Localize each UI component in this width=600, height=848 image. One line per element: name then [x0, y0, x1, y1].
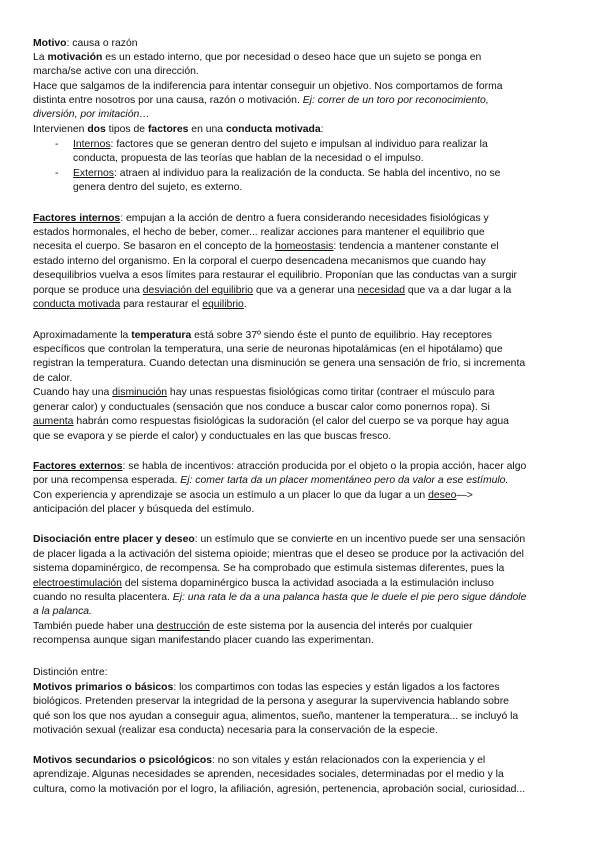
example-text: Ej: una rata le da a una palanca hasta que le duele el pie pero sigue dándole [172, 592, 527, 603]
section-heading: Motivos primarios o básicos [33, 682, 174, 693]
text: : un estímulo que se convierte en un incentivo puede ser una sensación [194, 534, 526, 545]
text: necesita el cuerpo. Se basaron en el concepto de la [33, 241, 276, 252]
text-line [33, 284, 511, 298]
text-line [33, 620, 473, 634]
text: que va a generar una [253, 285, 358, 296]
text-line: conducta, propuesta de las teorías que hablan de la necesidad o el impulso. [73, 153, 424, 164]
text-line [33, 51, 481, 65]
text: está sobre 37º siendo éste el punto de equilibrio. Hay receptores [191, 330, 492, 341]
text-line [33, 94, 489, 108]
text-line [33, 386, 494, 400]
motivos-secundarios-line [33, 754, 485, 768]
underlined-term: destrucción [156, 621, 210, 632]
disociacion-line [33, 533, 525, 547]
bold-text: temperatura [131, 330, 192, 341]
text: : empujan a la acción de dentro a fuera considerando necesidades fisiológicas y [120, 213, 489, 224]
underlined-term: disminución [112, 387, 168, 398]
text-line [33, 605, 92, 619]
text: cuando no resulta placentera. [33, 592, 173, 603]
text: distinta entre nosotros por una causa, razón o motivación. [33, 95, 303, 106]
bullet-marker: - [55, 139, 59, 150]
text-line: motivación sexual (realizar esa conducta) necesaria para la conservación de la especie. [33, 725, 438, 736]
text: para restaurar el [120, 299, 203, 310]
bullet-marker: - [55, 168, 59, 179]
text-line [33, 298, 247, 312]
text-line: que se evapora y se pierde el calor) y conductuales en las que buscas fresco. [33, 431, 392, 442]
text: : factores que se generan dentro del sujeto e impulsan al individuo para realizar la [110, 139, 488, 150]
example-text: a la palanca. [33, 606, 92, 617]
text-line: recompensa aunque sigan manifestando placer cuando las experimentan. [33, 635, 374, 646]
motivos-primarios-line [33, 681, 500, 695]
text: del sistema dopaminérgico busca la actividad asociada a la estimulación incluso [121, 578, 494, 589]
text-line: cultura, como la motivación por el logro, la afiliación, agresión, pertenencia, aprobación social, curiosidad... [33, 784, 526, 795]
text-line [33, 577, 494, 591]
text: porque se produce una [33, 285, 143, 296]
text-line [33, 240, 499, 254]
text: . [243, 299, 247, 310]
underlined-term: conducta motivada [33, 299, 121, 310]
bullet-externos [73, 167, 500, 181]
bold-text: dos [87, 124, 106, 135]
underlined-term: necesidad [357, 285, 406, 296]
text: habrán como respuestas fisiológicas la sudoración (el calor del cuerpo se va porque hay agua [73, 416, 509, 427]
bold-text: factores [147, 124, 189, 135]
underlined-term: desviación del equilibrio [142, 285, 254, 296]
text-line: sistema dopaminérgico, de recompensa. Se ha comprobado que estimula sistemas diferentes, pues la [33, 563, 505, 574]
example-text: diversión, por imitación… [33, 109, 150, 120]
text-line [33, 489, 473, 503]
text: : no son vitales y están relacionados con la experiencia y el [212, 755, 486, 766]
text: tipos de [105, 124, 148, 135]
text-line: marcha/se active con una dirección. [33, 66, 199, 77]
text: : se habla de incentivos: atracción producida por el objeto o la propia acción, hacer algo [122, 461, 527, 472]
underlined-term: deseo [428, 490, 457, 501]
text-line [33, 474, 508, 488]
text: Con experiencia y aprendizaje se asocia un estímulo a un placer lo que da lugar a un [33, 490, 429, 501]
text: hay unas respuestas fisiológicas como tiritar (contraer el músculo para [167, 387, 495, 398]
text: : tendencia a mantener constante el [333, 241, 499, 252]
underlined-term: Internos [73, 139, 111, 150]
text-line: anticipación del placer y búsqueda del estímulo. [33, 504, 255, 515]
example-text: Ej: comer tarta da un placer momentáneo pero da valor a ese estímulo. [180, 475, 509, 486]
text: : [320, 124, 324, 135]
underlined-term: homeostasis [275, 241, 334, 252]
text: por una recompensa esperada. [33, 475, 181, 486]
text: La [33, 52, 48, 63]
text: que va a dar lugar a la [405, 285, 512, 296]
text-line: de calor. [33, 373, 73, 384]
text-line [33, 329, 492, 343]
example-text: Ej: correr de un toro por reconocimiento, [302, 95, 489, 106]
text-line [33, 415, 509, 429]
text: —> [456, 490, 473, 501]
underlined-term: electroestimulación [33, 578, 122, 589]
underlined-term: Externos [73, 168, 115, 179]
text-line: estado interno del organismo. En la corporal el cuerpo desencadena mecanismos que cuando hay [33, 256, 486, 267]
text-line: Hace que salgamos de la indiferencia para intentar conseguir un objetivo. Nos comportamos de forma [33, 81, 503, 92]
text: es un estado interno, que por necesidad o deseo hace que un sujeto se ponga en [102, 52, 482, 63]
motivo-definition: : causa o razón [66, 38, 138, 49]
section-heading: Motivos secundarios o psicológicos [33, 755, 212, 766]
motivo-term: Motivo [33, 38, 67, 49]
text-line: desequilibrios vuelva a esos límites para restaurar el equilibrio. Proponían que las conductas van a surgir [33, 270, 518, 281]
motivacion-term: motivación [47, 52, 103, 63]
text-line: Distinción entre: [33, 667, 108, 678]
section-heading: Factores externos [33, 461, 123, 472]
text: Aproximadamente la [33, 330, 132, 341]
text-line: registran la temperatura. Cuando detectan una disminución se genera una sensación de frío, si incrementa [33, 358, 526, 369]
bullet-internos [73, 138, 488, 152]
motivo-heading-line [33, 37, 138, 51]
text-line [33, 123, 324, 137]
underlined-term: aumenta [33, 416, 74, 427]
bold-text: conducta motivada [225, 124, 321, 135]
text-line: generar calor) y conductuales (sensación que nos conduce a buscar calor como ponernos ropa). Si [33, 402, 490, 413]
section-heading: Factores internos [33, 213, 121, 224]
text: Cuando hay una [33, 387, 113, 398]
text-line [33, 108, 150, 122]
section-heading: Disociación entre placer y deseo [33, 534, 195, 545]
text: : atraen al individuo para la realización de la conducta. Se habla del incentivo, no se [114, 168, 501, 179]
text-line: biológicos. Pretenden preservar la integridad de la persona y asegurar la supervivencia hablando sobre [33, 696, 509, 707]
factores-externos-line [33, 460, 526, 474]
text-line: estados hormonales, el hecho de beber, comer... realizar acciones para mantener el equilibrio que [33, 227, 485, 238]
text: : los compartimos con todas las especies y están ligados a los factores [173, 682, 500, 693]
text: También puede haber una [33, 621, 157, 632]
text: Intervienen [33, 124, 88, 135]
factores-internos-line [33, 212, 489, 226]
text-line: de placer ligada a la activación del sistema opioide; mientras que el deseo se produce por la activación del [33, 549, 524, 560]
text-line: aprendizaje. Algunas necesidades se aprenden, necesidades sociales, determinadas por el medio y la [33, 769, 504, 780]
text: en una [188, 124, 226, 135]
underlined-term: equilibrio [202, 299, 244, 310]
text-line: qué son los que nos ayudan a conseguir agua, alimentos, sueño, mantener la temperatura... se incluyó la [33, 711, 519, 722]
text-line [33, 591, 526, 605]
text-line: específicos que controlan la temperatura, una serie de neuronas hipotalámicas (en el hipotálamo) que [33, 344, 503, 355]
text: de este sistema por la ausencia del interés por cualquier [209, 621, 473, 632]
text-line: genera dentro del sujeto, es externo. [73, 182, 243, 193]
